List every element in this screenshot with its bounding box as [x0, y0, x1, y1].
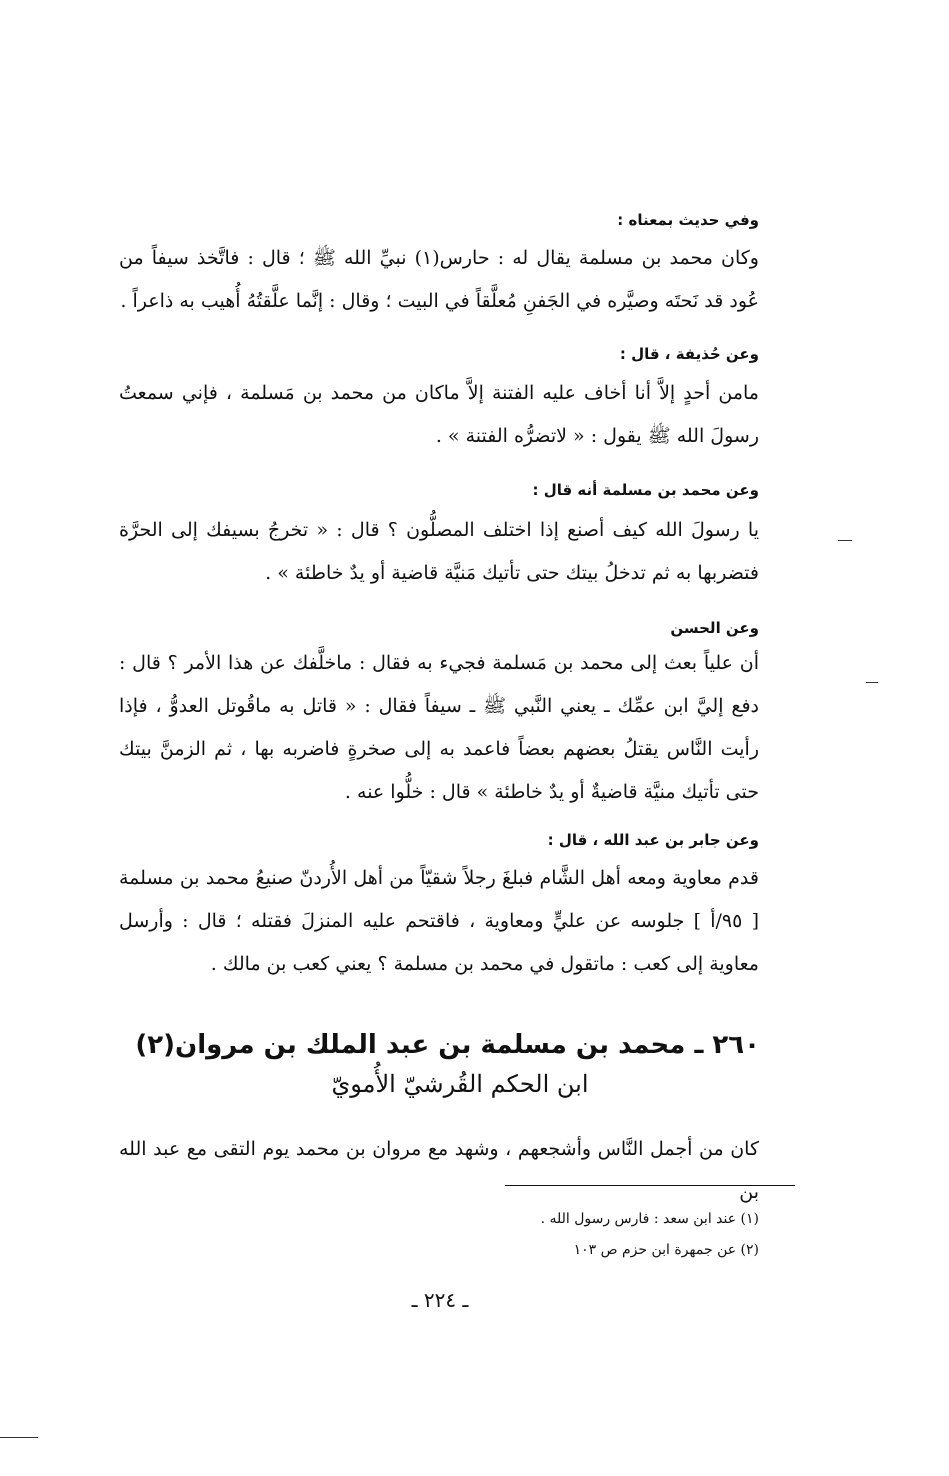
margin-mark — [866, 682, 878, 683]
paragraph: كان من أجمل النَّاس وأشجعهم ، وشهد مع مروان بن محمد يوم التقى مع عبد الله بن — [119, 1138, 759, 1203]
section-heading: وعن محمد بن مسلمة أنه قال : — [532, 481, 759, 499]
scan-edge-mark — [0, 1437, 38, 1438]
entry-subtitle: ابن الحكم القُرشيّ الأُمويّ — [331, 1070, 589, 1098]
page-number: ـ ٢٢٤ ـ — [411, 1288, 469, 1312]
paragraph: قدم معاوية ومعه أهل الشَّام فبلغَ رجلاً شقيّاً من أهل الأُردنّ صنيعُ محمد بن مسلمة [ ٩٥/أ ] جلوسه عن عليٍّ ومعاوية ، فاقتحم عليه المنزلَ فقتله ؛ قال : وأرسل معاوية إلى كعب : ماتقول في محمد بن مسلمة ؟ يعني كعب بن مالك . — [119, 867, 759, 975]
entry-title: ٢٦٠ ـ محمد بن مسلمة بن عبد الملك بن مروان(٢) — [135, 1030, 760, 1060]
footnote-separator — [505, 1185, 795, 1186]
paragraph: وكان محمد بن مسلمة يقال له : حارس(١) نبيِّ الله ﷺ ؛ قال : فاتَّخذ سيفاً من عُود قد نَحتَه وصيَّره في الجَفنِ مُعلَّقاً في البيت ؛ وقال : إنَّما علَّقتُهُ أُهيب به ذاعراً . — [119, 247, 759, 312]
margin-mark — [838, 540, 852, 541]
paragraph: مامن أحدٍ إلاَّ أنا أخاف عليه الفتنة إلاَّ ماكان من محمد بن مَسلمة ، فإني سمعتُ رسولَ الله ﷺ يقول : « لاتضرُّه الفتنة » . — [119, 382, 759, 447]
paragraph: أن علياً بعث إلى محمد بن مَسلمة فجيء به فقال : ماخلَّفك عن هذا الأمر ؟ قال : دفع إليَّ ابن عمِّك ـ يعني النَّبي ﷺ ـ سيفاً فقال : « قاتل به ماقُوتل العدوُّ ، فإذا رأيت النَّاس يقتلُ بعضهم بعضاً فاعمد به إلى صخرةٍ فاضربه بها ، ثم الزمنَّ بيتك حتى تأتيك منيَّة قاضيةٌ أو يدٌ خاطئة » قال : خلُّوا عنه . — [119, 652, 759, 803]
section-heading: وعن الحسن — [670, 619, 759, 637]
section-heading: وعن حُذيفة ، قال : — [619, 345, 759, 363]
section-heading: وعن جابر بن عبد الله ، قال : — [547, 831, 759, 849]
footnote: (٢) عن جمهرة ابن حزم ص ١٠٣ — [573, 1242, 759, 1258]
section-heading: وفي حديث بمعناه : — [617, 211, 759, 229]
paragraph: يا رسولَ الله كيف أصنع إذا اختلف المصلُّون ؟ قال : « تخرجُ بسيفك إلى الحرَّة فتضربها به ثم تدخلُ بيتك حتى تأتيك مَنيَّة قاضية أو يدٌ خاطئة » . — [119, 519, 759, 584]
footnote: (١) عند ابن سعد : فارس رسول الله . — [540, 1211, 759, 1227]
